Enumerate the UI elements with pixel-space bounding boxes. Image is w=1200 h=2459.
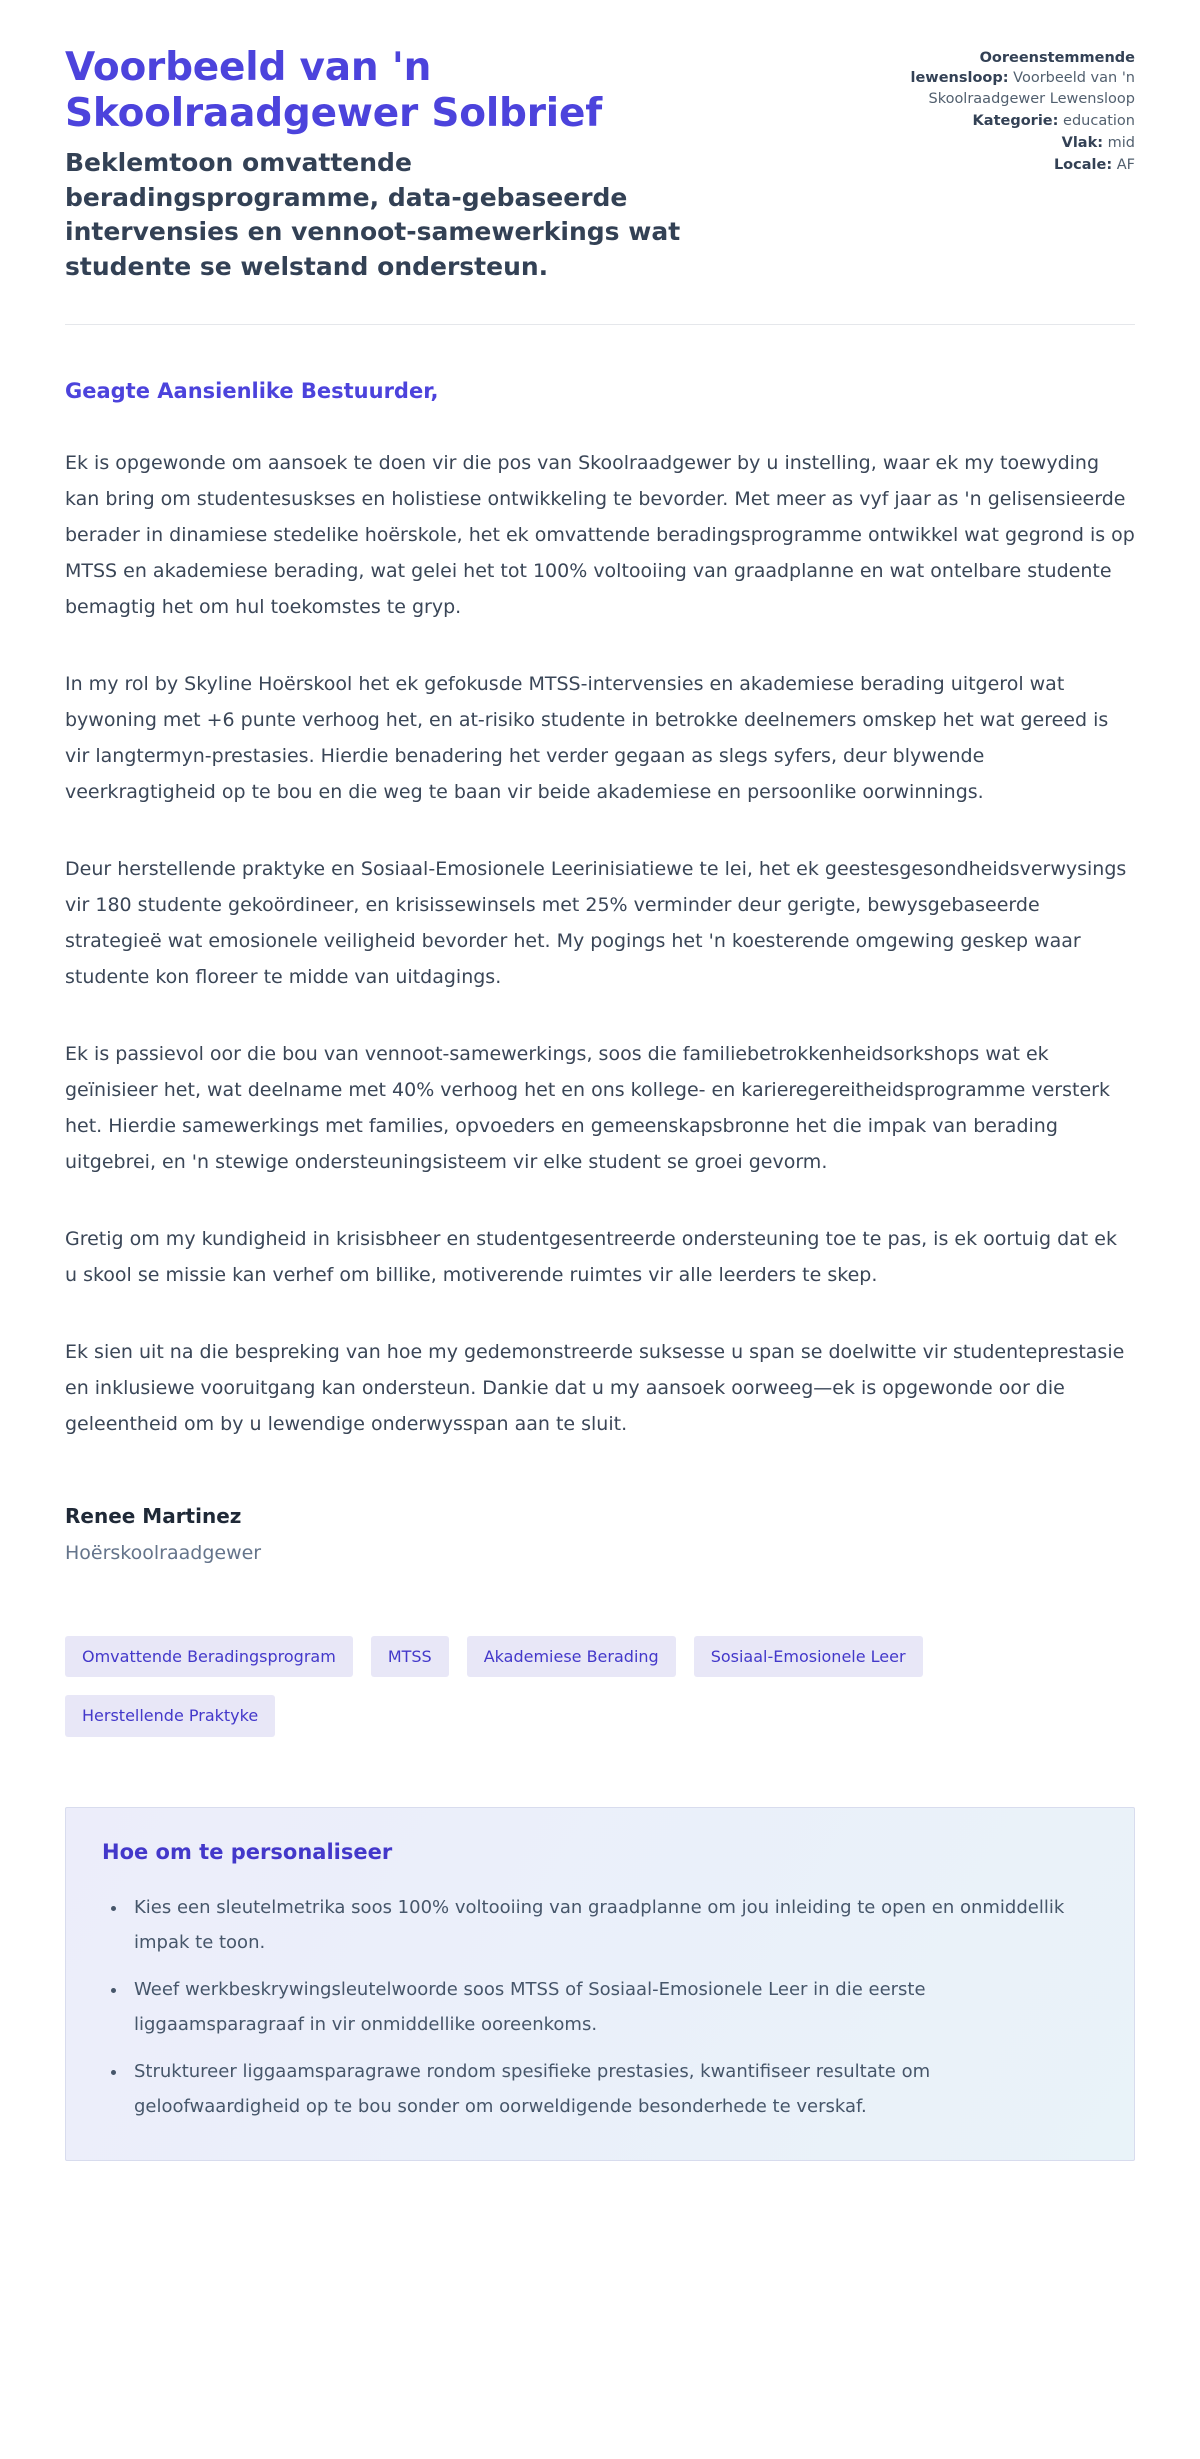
letter-paragraph: Ek sien uit na die bespreking van hoe my gedemonstreerde suksesse u span se doelwitte vir studenteprestasie en inklusiewe vooruitgang kan ondersteun. Dankie dat u my aansoek oorweeg—ek is opgewonde oor die geleentheid om by u lewendige onderwysspan aan te sluit. (65, 1341, 1125, 1436)
tag-chip[interactable]: Akademiese Berading (467, 1636, 676, 1677)
personalization-tips-box (65, 1807, 1135, 2161)
header (65, 45, 1135, 284)
cover-letter-body (65, 379, 1135, 1564)
signature-block (65, 1504, 1135, 1564)
meta-category-label: Kategorie: (972, 112, 1059, 129)
tag-chip[interactable]: Sosiaal-Emosionele Leer (694, 1636, 923, 1677)
meta-category-value: education (1063, 112, 1135, 129)
page-title: Voorbeeld van 'n Skoolraadgewer Solbrief (65, 45, 602, 136)
header-divider (65, 324, 1135, 325)
letter-greeting: Geagte Aansienlike Bestuurder, (65, 379, 439, 404)
page-subtitle: Beklemtoon omvattende beradingsprogramme, data-gebaseerde intervensies en vennoot-samewerkings wat studente se welstand ondersteun. (65, 148, 681, 281)
meta-panel (890, 45, 1135, 178)
meta-locale-label: Locale: (1053, 157, 1113, 174)
letter-paragraph: Gretig om my kundigheid in krisisbheer en studentgesentreerde ondersteuning toe te pas, is ek oortuig dat ek u skool se missie kan verhef om billike, motiverende ruimtes vir alle leerders te skep. (65, 1228, 1117, 1287)
meta-matching-resume (890, 48, 1135, 109)
meta-locale (890, 155, 1135, 175)
meta-category (890, 111, 1135, 131)
letter-paragraph: In my rol by Skyline Hoërskool het ek gefokusde MTSS-intervensies en akademiese berading uitgerol wat bywoning met +6 punte verhoog het, en at-risiko studente in betrokke deelnemers omskep het wat gereed is vir langtermyn-prestasies. Hierdie benadering het verder gegaan as slegs syfers, deur blywende veerkragtigheid op te bou en die weg te baan vir beide akademiese en persoonlike oorwinnings. (65, 673, 1109, 804)
tag-chip[interactable]: Herstellende Praktyke (65, 1695, 275, 1736)
letter-paragraph: Deur herstellende praktyke en Sosiaal-Emosionele Leerinisiatiewe te lei, het ek geestesgesondheidsverwysings vir 180 studente gekoördineer, en krisissewinsels met 25% verminder deur gerigte, bewysgebaseerde strategieë wat emosionele veiligheid bevorder het. My pogings het 'n koesterende omgewing geskep waar studente kon floreer te midde van uitdagings. (65, 858, 1127, 989)
signature-name: Renee Martinez (65, 1504, 242, 1529)
meta-level (890, 133, 1135, 153)
tips-list (102, 1890, 1098, 2124)
letter-paragraph: Ek is passievol oor die bou van vennoot-samewerkings, soos die familiebetrokkenheidsorkshops wat ek geïnisieer het, wat deelname met 40% verhoog het en ons kollege- en karieregereitheidsprogramme versterk het. Hierdie samewerkings met families, opvoeders en gemeenskapsbronne het die impak van berading uitgebrei, en 'n stewige ondersteuningsisteem vir elke student se groei gevorm. (65, 1043, 1110, 1174)
tag-chip[interactable]: Omvattende Beradingsprogram (65, 1636, 353, 1677)
meta-matching-resume-value: Voorbeeld van 'n Skoolraadgewer Lewensloop (928, 70, 1135, 107)
tag-chip[interactable]: MTSS (371, 1636, 449, 1677)
meta-level-value: mid (1107, 135, 1135, 152)
meta-level-label: Vlak: (1061, 135, 1104, 152)
signature-role: Hoërskoolraadgewer (65, 1542, 262, 1565)
header-title-block (65, 45, 730, 284)
letter-paragraph: Ek is opgewonde om aansoek te doen vir die pos van Skoolraadgewer by u instelling, waar ek my toewyding kan bring om studentesuskses en holistiese ontwikkeling te bevorder. Met meer as vyf jaar as 'n gelisensieerde berader in dinamiese stedelike hoërskole, het ek omvattende beradingsprogramme ontwikkel wat gegrond is op MTSS en akademiese berading, wat gelei het tot 100% voltooiing van graadplanne en wat ontelbare studente bemagtig het om hul toekomstes te gryp. (65, 452, 1135, 619)
tip-item: • Kies een sleutelmetrika soos 100% voltooiing van graadplanne om jou inleiding te open en onmiddellik impak te toon. (128, 1890, 1088, 1960)
tip-item: • Weef werkbeskrywingsleutelwoorde soos MTSS of Sosiaal-Emosionele Leer in die eerste liggaamsparagraaf in vir onmiddellike ooreenkoms. (128, 1972, 1088, 2042)
tips-title: Hoe om te personaliseer (102, 1839, 393, 1864)
tip-item: • Struktureer liggaamsparagrawe rondom spesifieke prestasies, kwantifiseer resultate om geloofwaardigheid op te bou sonder om oorweldigende besonderhede te verskaf. (128, 2054, 1088, 2124)
tag-list (65, 1636, 1135, 1736)
meta-matching-resume-label: Ooreenstemmende lewensloop: (910, 50, 1135, 87)
meta-locale-value: AF (1116, 157, 1135, 174)
